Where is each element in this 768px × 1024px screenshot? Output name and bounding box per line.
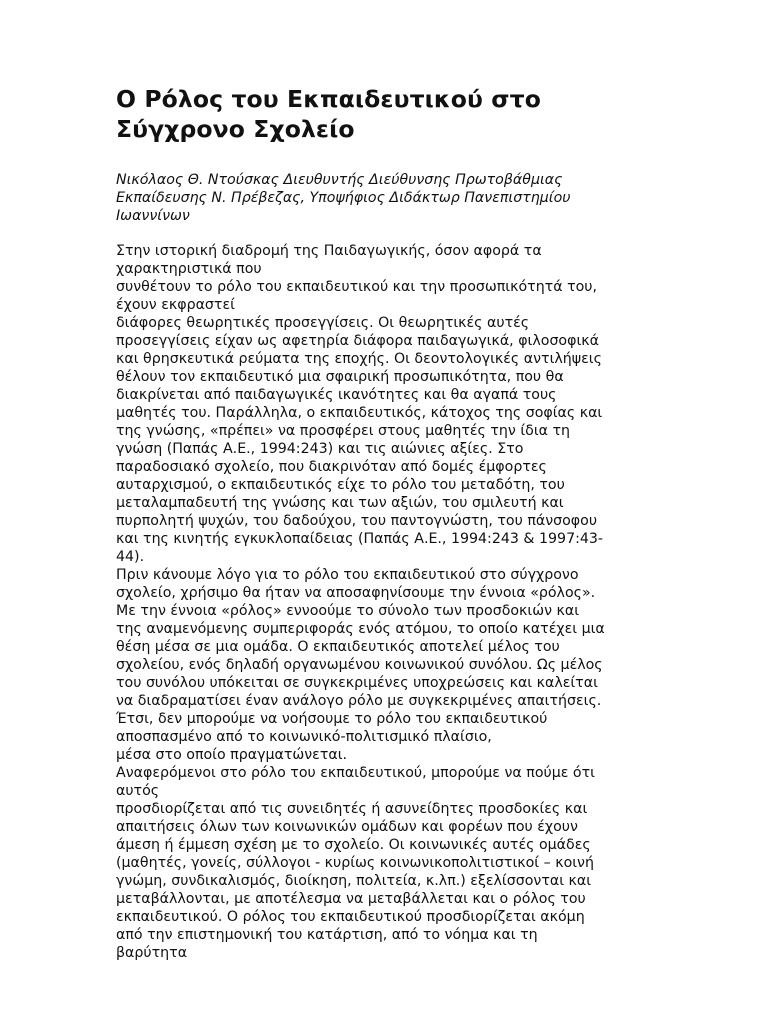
body-line: διακρίνεται από παιδαγωγικές ικανότητες και θα αγαπά τους [116,387,557,403]
body-line: προσδιορίζεται από τις συνειδητές ή ασυνείδητες προσδοκίες και [116,801,588,817]
body-line: Με την έννοια «ρόλος» εννοούμε το σύνολο των προσδοκιών και [116,603,580,619]
body-line: θέση μέσα σε μια ομάδα. Ο εκπαιδευτικός αποτελεί μέλος του [116,639,560,655]
body-text [116,242,656,962]
body-line: συνθέτουν το ρόλο του εκπαιδευτικού και την προσωπικότητά του, [116,279,598,295]
body-line: Στην ιστορική διαδρομή της Παιδαγωγικής, όσον αφορά τα [116,243,542,259]
body-line: και θρησκευτικά ρεύματα της εποχής. Οι δεοντολογικές αντιλήψεις [116,351,602,367]
title-line: Ο Ρόλος του Εκπαιδευτικού στο [116,85,541,113]
title-line: Σύγχρονο Σχολείο [116,115,355,143]
body-line: της γνώσης, «πρέπει» να προσφέρει στους μαθητές την ίδια τη [116,423,571,439]
document-title [116,84,656,144]
body-line: και της κινητής εγκυκλοπαίδειας (Παπάς Α.Ε., 1994:243 & 1997:43- [116,531,604,547]
body-line: απαιτήσεις όλων των κοινωνικών ομάδων και φορέων που έχουν [116,819,578,835]
body-line: του συνόλου υπόκειται σε συγκεκριμένες υποχρεώσεις και καλείται [116,675,598,691]
body-line: διάφορες θεωρητικές προσεγγίσεις. Οι θεωρητικές αυτές [116,315,530,331]
body-line: μαθητές του. Παράλληλα, ο εκπαιδευτικός, κάτοχος της σοφίας και [116,405,603,421]
body-line: μέσα στο οποίο πραγματώνεται. [116,747,348,763]
body-line: σχολείο, χρήσιμο θα ήταν να αποσαφηνίσουμε την έννοια «ρόλος». [116,585,596,601]
body-line: της αναμενόμενης συμπεριφοράς ενός ατόμου, το οποίο κατέχει μια [116,621,605,637]
author-line: Ιωαννίνων [116,208,190,224]
body-line: παραδοσιακό σχολείο, που διακρινόταν από δομές έμφορτες [116,459,547,475]
body-line: γνώμη, συνδικαλισμός, διοίκηση, πολιτεία, κ.λπ.) εξελίσσονται και [116,873,592,889]
body-line: μεταλαμπαδευτή της γνώσης και των αξιών, του σμιλευτή και [116,495,564,511]
body-line: αυτός [116,783,160,799]
body-line: βαρύτητα [116,945,188,961]
body-line: μεταβάλλονται, με αποτέλεσμα να μεταβάλλεται και ο ρόλος του [116,891,586,907]
body-line: θέλουν τον εκπαιδευτικό μια σφαιρική προσωπικότητα, που θα [116,369,564,385]
body-line: (μαθητές, γονείς, σύλλογοι - κυρίως κοινωνικοπολιτιστικοί – κοινή [116,855,594,871]
body-line: έχουν εκφραστεί [116,297,235,313]
body-line: πυρπολητή ψυχών, του δαδούχου, του παντογνώστη, του πάνσοφου [116,513,598,529]
body-line: από την επιστημονική του κατάρτιση, από το νόημα και τη [116,927,538,943]
body-line: γνώση (Παπάς Α.Ε., 1994:243) και τις αιώνιες αξίες. Στο [116,441,524,457]
body-line: σχολείου, ενός δηλαδή οργανωμένου κοινωνικού συνόλου. Ως μέλος [116,657,603,673]
author-line: Εκπαίδευσης Ν. Πρέβεζας, Υποψήφιος Διδάκτωρ Πανεπιστημίου [116,190,571,206]
body-line: Αναφερόμενοι στο ρόλο του εκπαιδευτικού, μπορούμε να πούμε ότι [116,765,595,781]
author-line: Νικόλαος Θ. Ντούσκας Διευθυντής Διεύθυνσης Πρωτοβάθμιας [116,172,563,188]
body-line: χαρακτηριστικά που [116,261,262,277]
body-line: αυταρχισμού, ο εκπαιδευτικός είχε το ρόλο του μεταδότη, του [116,477,565,493]
body-line: Έτσι, δεν μπορούμε να νοήσουμε το ρόλο του εκπαιδευτικού [116,711,548,727]
body-line: να διαδραματίσει έναν ανάλογο ρόλο με συγκεκριμένες απαιτήσεις. [116,693,602,709]
body-line: 44). [116,549,145,565]
body-line: Πριν κάνουμε λόγο για το ρόλο του εκπαιδευτικού στο σύγχρονο [116,567,579,583]
body-line: εκπαιδευτικού. Ο ρόλος του εκπαιδευτικού προσδιορίζεται ακόμη [116,909,585,925]
document-page [116,84,656,962]
body-line: άμεση ή έμμεση σχέση με το σχολείο. Οι κοινωνικές αυτές ομάδες [116,837,591,853]
body-line: αποσπασμένο από το κοινωνικό-πολιτισμικό πλαίσιο, [116,729,492,745]
author-info [116,171,656,225]
body-line: προσεγγίσεις είχαν ως αφετηρία διάφορα παιδαγωγικά, φιλοσοφικά [116,333,599,349]
